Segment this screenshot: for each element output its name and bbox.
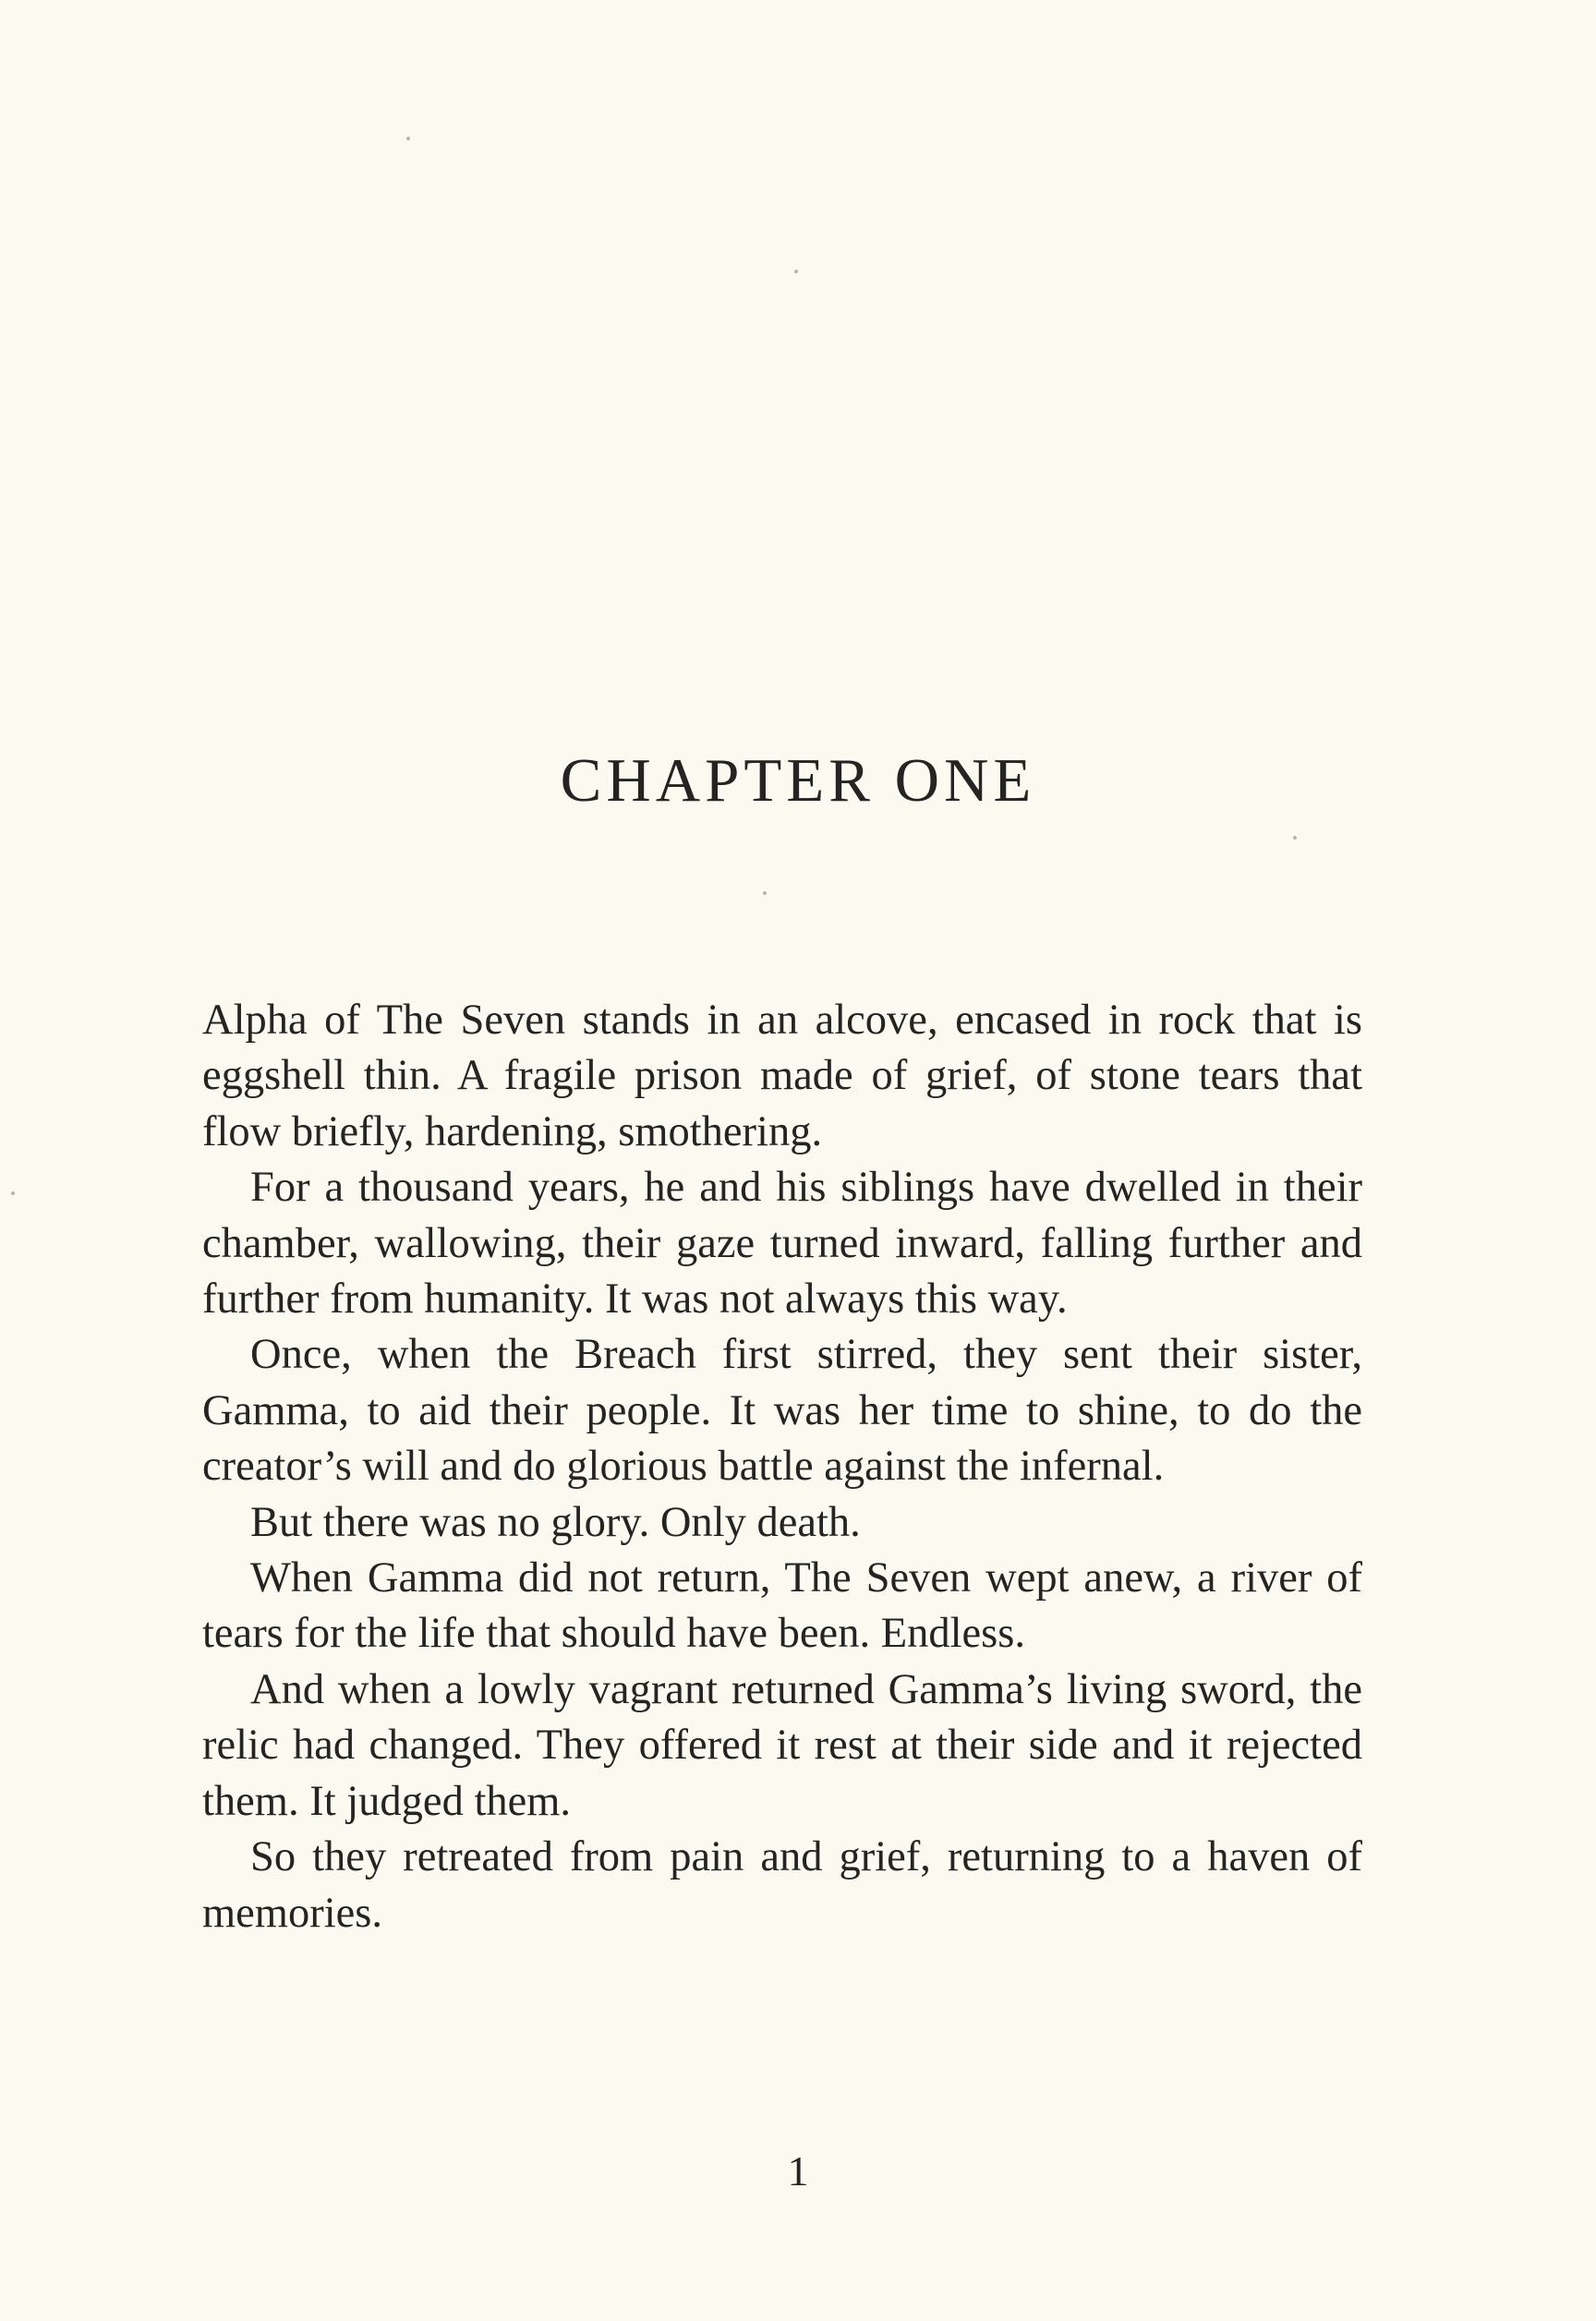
chapter-body [202,993,1362,1941]
paragraph: So they retreated from pain and grief, returning to a haven of memories. [202,1833,1362,1937]
paper-speck [794,270,798,273]
chapter-title: CHAPTER ONE [560,746,1036,815]
paper-speck [763,891,767,895]
paragraph: Once, when the Breach first stirred, they sent their sister, Gamma, to aid their people. It was her time to shine, to do the creator’s will and do glorious battle against the infernal. [202,1331,1362,1491]
paper-speck [1293,836,1297,840]
paper-speck [406,137,410,140]
paragraph: And when a lowly vagrant returned Gamma’s living sword, the relic had changed. They offered it rest at their side and it rejected them. It judged them. [202,1665,1362,1825]
paragraph: Alpha of The Seven stands in an alcove, encased in rock that is eggshell thin. A fragile prison made of grief, of stone tears that flow briefly, hardening, smothering. [202,997,1362,1155]
page-number: 1 [787,2147,809,2194]
paper-speck [11,1191,15,1195]
paragraph: But there was no glory. Only death. [250,1498,861,1546]
paragraph: When Gamma did not return, The Seven wept anew, a river of tears for the life that should have been. Endless. [202,1554,1362,1658]
paragraph: For a thousand years, he and his siblings have dwelled in their chamber, wallowing, their gaze turned inward, falling further and further from humanity. It was not always this way. [202,1164,1362,1324]
